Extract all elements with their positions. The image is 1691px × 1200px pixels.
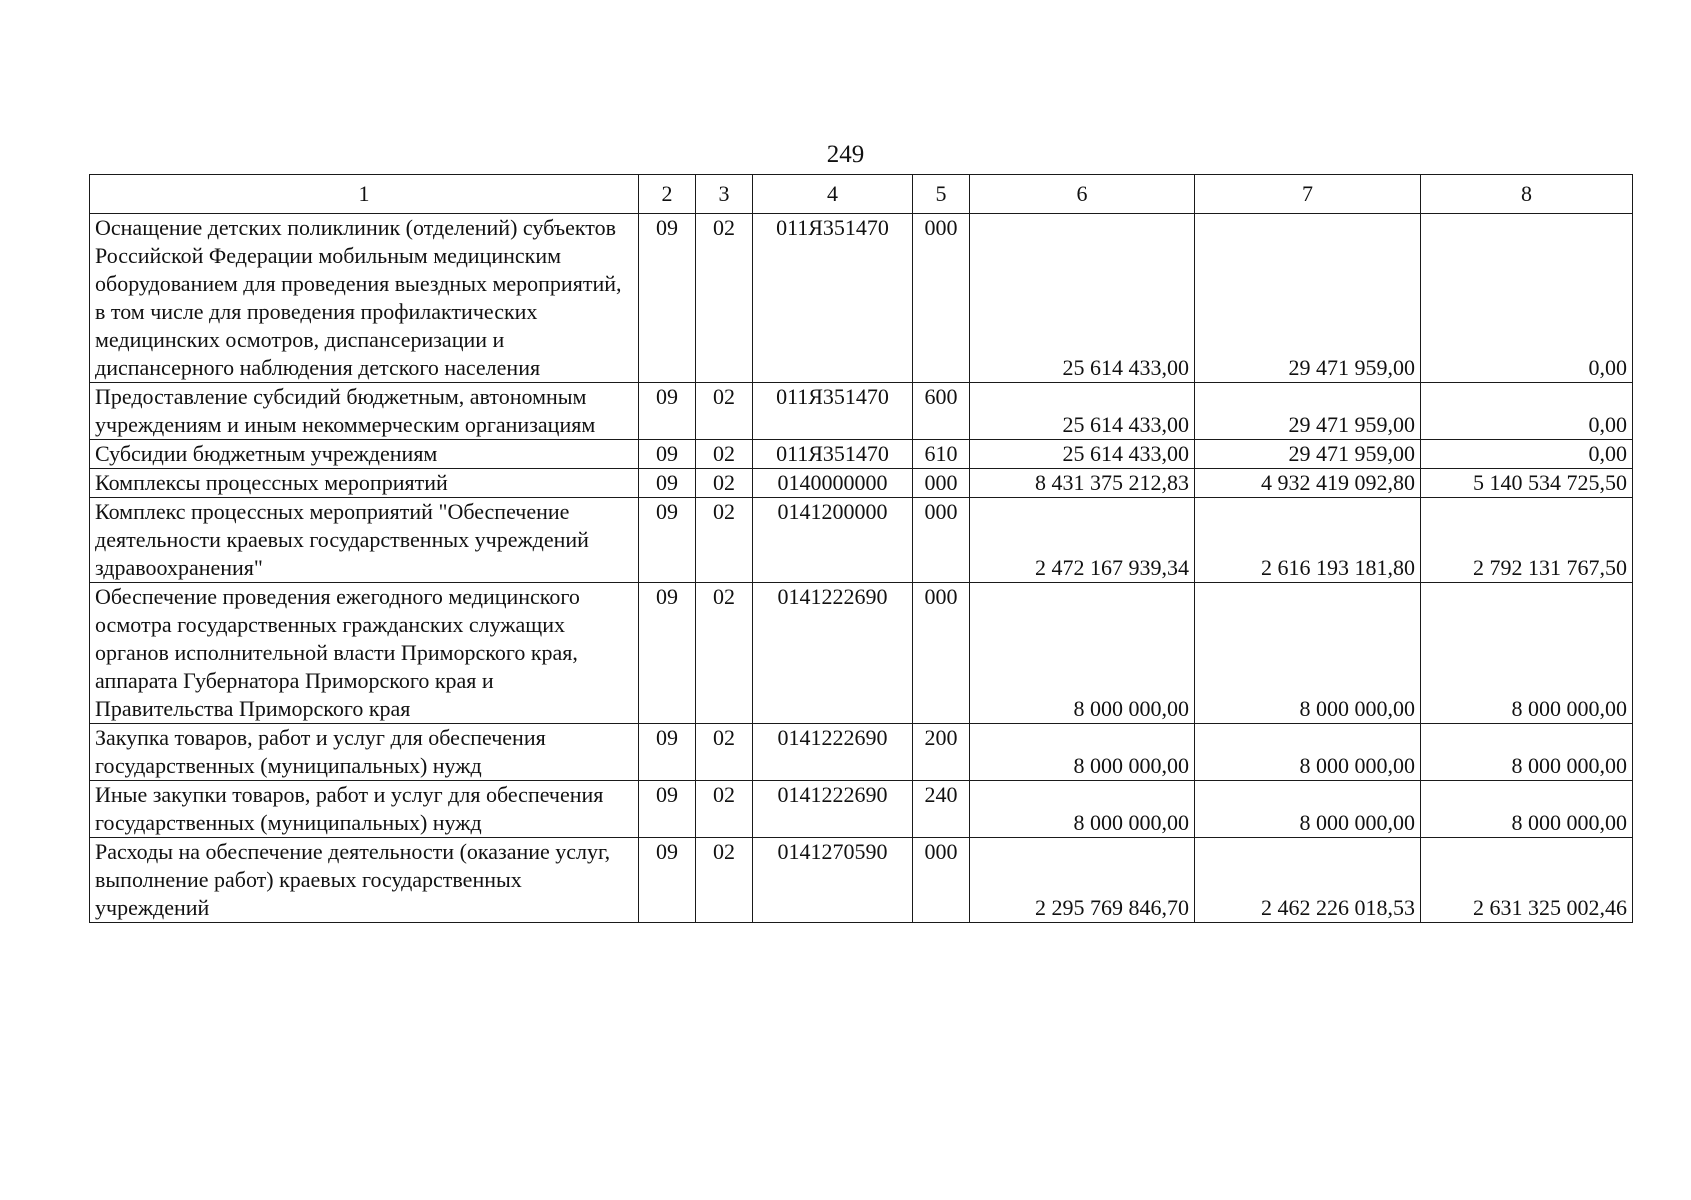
column-header: 6 — [970, 175, 1195, 214]
amount-col6: 8 000 000,00 — [970, 724, 1195, 781]
subsection-code: 02 — [696, 498, 753, 583]
amount-col7: 4 932 419 092,80 — [1195, 469, 1421, 498]
budget-table — [89, 174, 1633, 923]
expense-type-code: 000 — [913, 498, 970, 583]
subsection-code: 02 — [696, 383, 753, 440]
table-row — [90, 583, 1633, 724]
target-article-code: 0140000000 — [753, 469, 913, 498]
expense-type-code: 610 — [913, 440, 970, 469]
expense-type-code: 600 — [913, 383, 970, 440]
row-name: Субсидии бюджетным учреждениям — [90, 440, 639, 469]
amount-col6: 25 614 433,00 — [970, 440, 1195, 469]
header-row — [90, 175, 1633, 214]
subsection-code: 02 — [696, 838, 753, 923]
amount-col8: 8 000 000,00 — [1421, 583, 1633, 724]
target-article-code: 011Я351470 — [753, 440, 913, 469]
row-name: Обеспечение проведения ежегодного медицинского осмотра государственных гражданских служащих органов исполнительной власти Приморского края, аппарата Губернатора Приморского края и Правительства Приморского края — [90, 583, 639, 724]
column-header: 7 — [1195, 175, 1421, 214]
target-article-code: 011Я351470 — [753, 214, 913, 383]
amount-col6: 8 000 000,00 — [970, 781, 1195, 838]
table-row — [90, 781, 1633, 838]
page-number: 249 — [826, 141, 865, 168]
section-code: 09 — [639, 440, 696, 469]
section-code: 09 — [639, 838, 696, 923]
row-name: Расходы на обеспечение деятельности (оказание услуг, выполнение работ) краевых государственных учреждений — [90, 838, 639, 923]
column-header: 3 — [696, 175, 753, 214]
target-article-code: 0141270590 — [753, 838, 913, 923]
amount-col7: 2 462 226 018,53 — [1195, 838, 1421, 923]
expense-type-code: 240 — [913, 781, 970, 838]
section-code: 09 — [639, 583, 696, 724]
amount-col7: 29 471 959,00 — [1195, 214, 1421, 383]
target-article-code: 0141200000 — [753, 498, 913, 583]
section-code: 09 — [639, 781, 696, 838]
column-header: 8 — [1421, 175, 1633, 214]
amount-col8: 2 792 131 767,50 — [1421, 498, 1633, 583]
table-row — [90, 214, 1633, 383]
section-code: 09 — [639, 214, 696, 383]
amount-col6: 25 614 433,00 — [970, 214, 1195, 383]
row-name: Предоставление субсидий бюджетным, автономным учреждениям и иным некоммерческим организациям — [90, 383, 639, 440]
amount-col6: 8 431 375 212,83 — [970, 469, 1195, 498]
amount-col8: 0,00 — [1421, 440, 1633, 469]
row-name: Закупка товаров, работ и услуг для обеспечения государственных (муниципальных) нужд — [90, 724, 639, 781]
amount-col6: 8 000 000,00 — [970, 583, 1195, 724]
row-name: Комплекс процессных мероприятий "Обеспечение деятельности краевых государственных учреждений здравоохранения" — [90, 498, 639, 583]
subsection-code: 02 — [696, 781, 753, 838]
target-article-code: 011Я351470 — [753, 383, 913, 440]
subsection-code: 02 — [696, 469, 753, 498]
column-header: 1 — [90, 175, 639, 214]
section-code: 09 — [639, 383, 696, 440]
amount-col7: 29 471 959,00 — [1195, 383, 1421, 440]
expense-type-code: 000 — [913, 469, 970, 498]
row-name: Комплексы процессных мероприятий — [90, 469, 639, 498]
amount-col7: 2 616 193 181,80 — [1195, 498, 1421, 583]
expense-type-code: 000 — [913, 214, 970, 383]
amount-col7: 8 000 000,00 — [1195, 583, 1421, 724]
subsection-code: 02 — [696, 583, 753, 724]
column-header: 4 — [753, 175, 913, 214]
subsection-code: 02 — [696, 724, 753, 781]
table-row — [90, 383, 1633, 440]
amount-col8: 0,00 — [1421, 383, 1633, 440]
amount-col7: 8 000 000,00 — [1195, 781, 1421, 838]
expense-type-code: 000 — [913, 838, 970, 923]
table-row — [90, 724, 1633, 781]
table-row — [90, 498, 1633, 583]
column-header: 5 — [913, 175, 970, 214]
table-row — [90, 838, 1633, 923]
table-row — [90, 469, 1633, 498]
amount-col7: 29 471 959,00 — [1195, 440, 1421, 469]
amount-col8: 8 000 000,00 — [1421, 724, 1633, 781]
section-code: 09 — [639, 498, 696, 583]
table-row — [90, 440, 1633, 469]
amount-col6: 2 472 167 939,34 — [970, 498, 1195, 583]
amount-col7: 8 000 000,00 — [1195, 724, 1421, 781]
row-name: Иные закупки товаров, работ и услуг для обеспечения государственных (муниципальных) нужд — [90, 781, 639, 838]
amount-col8: 2 631 325 002,46 — [1421, 838, 1633, 923]
target-article-code: 0141222690 — [753, 724, 913, 781]
subsection-code: 02 — [696, 440, 753, 469]
amount-col6: 2 295 769 846,70 — [970, 838, 1195, 923]
amount-col6: 25 614 433,00 — [970, 383, 1195, 440]
section-code: 09 — [639, 469, 696, 498]
target-article-code: 0141222690 — [753, 781, 913, 838]
subsection-code: 02 — [696, 214, 753, 383]
section-code: 09 — [639, 724, 696, 781]
expense-type-code: 000 — [913, 583, 970, 724]
amount-col8: 8 000 000,00 — [1421, 781, 1633, 838]
expense-type-code: 200 — [913, 724, 970, 781]
column-header: 2 — [639, 175, 696, 214]
amount-col8: 5 140 534 725,50 — [1421, 469, 1633, 498]
target-article-code: 0141222690 — [753, 583, 913, 724]
row-name: Оснащение детских поликлиник (отделений) субъектов Российской Федерации мобильным медицинским оборудованием для проведения выездных мероприятий, в том числе для проведения профилактических медицинских осмотров, диспансеризации и диспансерного наблюдения детского населения — [90, 214, 639, 383]
amount-col8: 0,00 — [1421, 214, 1633, 383]
